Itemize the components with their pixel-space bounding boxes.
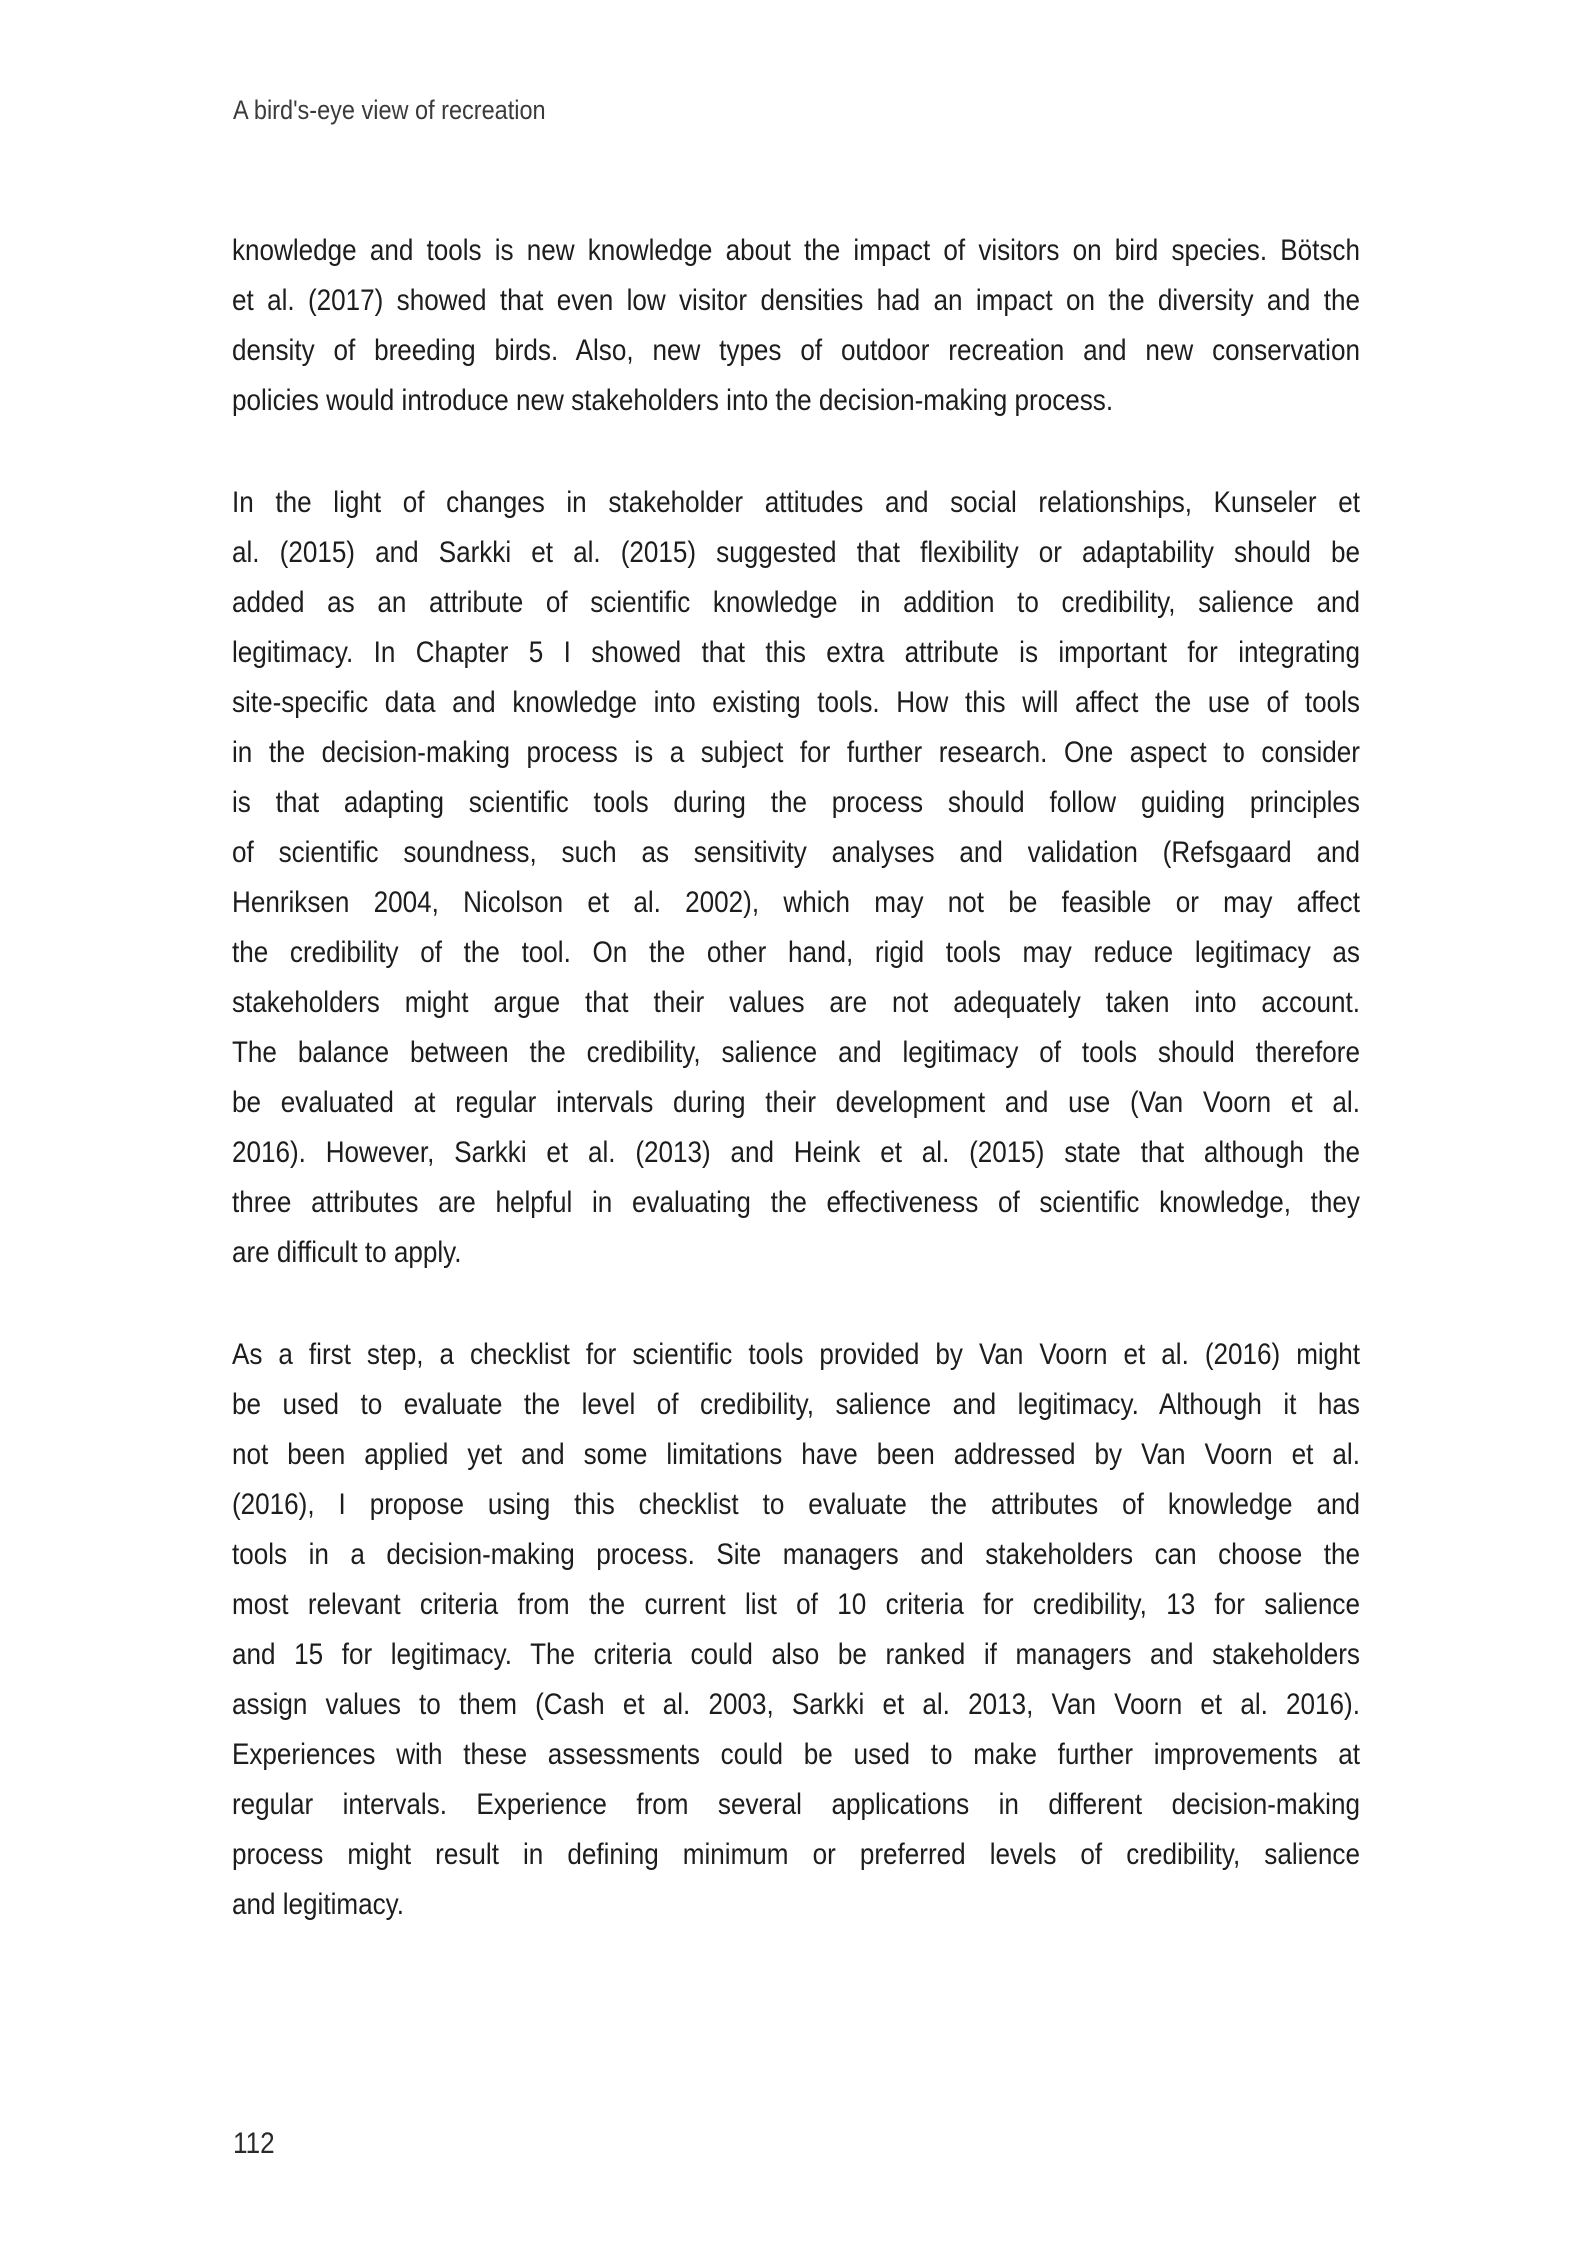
text-line: et al. (2017) showed that even low visitor densities had an impact on the diversity and the [232,284,1360,317]
text-line: the credibility of the tool. On the other hand, rigid tools may reduce legitimacy as [232,936,1360,969]
paragraph [232,226,1530,426]
body-paragraphs [232,226,1530,1930]
text-line: site-specific data and knowledge into existing tools. How this will affect the use of tools [232,686,1360,719]
text-line: three attributes are helpful in evaluating the effectiveness of scientific knowledge, they [232,1186,1360,1219]
text-line: The balance between the credibility, salience and legitimacy of tools should therefore [232,1036,1360,1069]
text-line: are difficult to apply. [232,1236,462,1269]
paragraph [232,478,1530,1278]
text-line: tools in a decision-making process. Site managers and stakeholders can choose the [232,1538,1360,1571]
text-line: regular intervals. Experience from several applications in different decision-making [232,1788,1360,1821]
text-line: of scientific soundness, such as sensitivity analyses and validation (Refsgaard and [232,836,1360,869]
text-line: In the light of changes in stakeholder attitudes and social relationships, Kunseler et [232,486,1360,519]
text-line: be evaluated at regular intervals during their development and use (Van Voorn et al. [232,1086,1360,1119]
page-body [232,226,1530,1982]
text-line: and 15 for legitimacy. The criteria could also be ranked if managers and stakeholders [232,1638,1360,1671]
paragraph [232,1330,1530,1930]
text-line: process might result in defining minimum or preferred levels of credibility, salience [232,1838,1360,1871]
text-line: legitimacy. In Chapter 5 I showed that this extra attribute is important for integrating [232,636,1360,669]
text-line: Experiences with these assessments could be used to make further improvements at [232,1738,1360,1771]
text-line: stakeholders might argue that their values are not adequately taken into account. [232,986,1360,1019]
text-line: in the decision-making process is a subject for further research. One aspect to consider [232,736,1360,769]
text-line: (2016), I propose using this checklist to evaluate the attributes of knowledge and [232,1488,1360,1521]
text-line: not been applied yet and some limitations have been addressed by Van Voorn et al. [232,1438,1360,1471]
text-line: and legitimacy. [232,1888,404,1921]
text-line: is that adapting scientific tools during the process should follow guiding principles [232,786,1360,819]
text-line: As a first step, a checklist for scientific tools provided by Van Voorn et al. (2016) might [232,1338,1360,1371]
text-line: 2016). However, Sarkki et al. (2013) and Heink et al. (2015) state that although the [232,1136,1360,1169]
text-line: density of breeding birds. Also, new types of outdoor recreation and new conservation [232,334,1360,367]
running-title: A bird's-eye view of recreation [233,95,546,125]
text-line: added as an attribute of scientific knowledge in addition to credibility, salience and [232,586,1360,619]
text-line: assign values to them (Cash et al. 2003, Sarkki et al. 2013, Van Voorn et al. 2016). [232,1688,1360,1721]
text-line: policies would introduce new stakeholders into the decision-making process. [232,384,1114,417]
text-line: knowledge and tools is new knowledge about the impact of visitors on bird species. Bötsch [232,234,1360,267]
text-line: al. (2015) and Sarkki et al. (2015) suggested that flexibility or adaptability should be [232,536,1360,569]
text-line: most relevant criteria from the current list of 10 criteria for credibility, 13 for salience [232,1588,1360,1621]
text-line: be used to evaluate the level of credibility, salience and legitimacy. Although it has [232,1388,1360,1421]
text-line: Henriksen 2004, Nicolson et al. 2002), which may not be feasible or may affect [232,886,1360,919]
page-number: 112 [233,2127,275,2160]
